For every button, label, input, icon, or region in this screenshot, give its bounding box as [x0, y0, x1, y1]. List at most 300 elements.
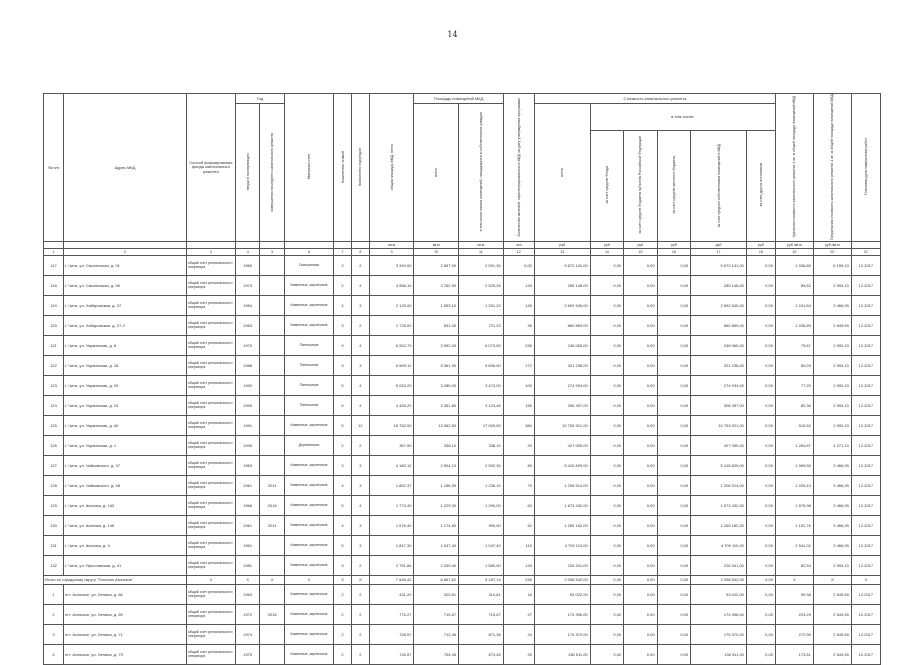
cell-fl: 9	[334, 335, 352, 355]
cell-sc: 915,52	[775, 415, 813, 435]
cell-addr: г. Чита, ул. Ярославская, д. 41	[64, 555, 187, 575]
cell-cb: 0,00	[624, 395, 657, 415]
cell-fl: 5	[334, 495, 352, 515]
cell-ent: 4	[351, 395, 369, 415]
cell-fl: 3	[334, 455, 352, 475]
cell-ta: 18 782,00	[369, 415, 414, 435]
cell-form: общий счет регионального оператора	[186, 335, 235, 355]
cell-ta: 4 465,20	[369, 395, 414, 415]
cell-cx: 0,00	[746, 604, 775, 624]
cell-ao: 3 124,46	[459, 395, 504, 415]
cell-fl: 5	[334, 375, 352, 395]
table-row	[44, 275, 881, 295]
program-table-wrapper	[43, 93, 881, 665]
cell-res: 109	[503, 375, 534, 395]
cell-cl: 0,00	[657, 584, 690, 604]
cell-ta: 4 986,10	[369, 275, 414, 295]
cell-res: 79	[503, 475, 534, 495]
cell-form: общий счет регионального оператора	[186, 584, 235, 604]
cell-ta: 4 180,12	[369, 455, 414, 475]
cell-ent: 3	[351, 515, 369, 535]
cell-wall: Каменные, кирпичные	[285, 295, 334, 315]
cell-cf: 0,00	[590, 535, 623, 555]
cell-cl: 0,00	[657, 604, 690, 624]
cell-sc: 272,96	[775, 624, 813, 644]
unit-cell: руб	[590, 241, 623, 248]
cell-ct: 53 022,00	[534, 584, 590, 604]
cell-cb: 0,00	[624, 255, 657, 275]
cell-ao: 671,36	[459, 624, 504, 644]
unit-cell: кв.м	[459, 241, 504, 248]
cell-rep	[260, 315, 285, 335]
table-row	[44, 435, 881, 455]
cell-addr: г. Чита, ул. Украинская, д. 24	[64, 395, 187, 415]
cell-res: 35	[503, 315, 534, 335]
cell-form: общий счет регионального оператора	[186, 375, 235, 395]
table-row	[44, 375, 881, 395]
cell-ta: 6 569,12	[369, 355, 414, 375]
cell-cb: 0,00	[624, 315, 657, 335]
cell-ao: 1 290,00	[459, 495, 504, 515]
cell-cf: 0,00	[590, 375, 623, 395]
unit-cell: руб	[534, 241, 590, 248]
table-row	[44, 624, 881, 644]
cell-res: 18	[503, 584, 534, 604]
cell-dd: 12.2017	[851, 455, 880, 475]
header-address: Адрес МКД	[64, 94, 187, 242]
cell-co: 285 148,00	[691, 275, 747, 295]
cell-rep: 2016	[260, 495, 285, 515]
cell-fl: 2	[334, 644, 352, 664]
cell-wall: Каменные, кирпичные	[285, 644, 334, 664]
column-number-cell: 16	[657, 248, 690, 255]
cell-form: общий счет регионального оператора	[186, 624, 235, 644]
subtotal-cell-c8: X	[351, 575, 369, 584]
cell-addr: пгт. Агинское, ул. Ленина, д. 69	[64, 604, 187, 624]
cell-no: 129	[44, 495, 64, 515]
cell-aa: 320,61	[414, 584, 459, 604]
column-number-cell: 19	[775, 248, 813, 255]
column-number-cell: 6	[285, 248, 334, 255]
header-no: № п/п	[44, 94, 64, 242]
unit-cell: руб./кв.м	[775, 241, 813, 248]
cell-addr: г. Чита, ул. Чайковского, д. 48	[64, 475, 187, 495]
table-header	[44, 94, 881, 256]
cell-res: 52	[503, 515, 534, 535]
cell-sc: 173,51	[775, 644, 813, 664]
subtotal-cell-dd: X	[851, 575, 880, 584]
cell-ta: 2 125,00	[369, 295, 414, 315]
cell-cb: 0,00	[624, 624, 657, 644]
cell-sc: 82,54	[775, 555, 813, 575]
cell-cx: 0,00	[746, 455, 775, 475]
table-row	[44, 295, 881, 315]
cell-res: 384	[503, 415, 534, 435]
cell-ct: 10 753 921,00	[534, 415, 590, 435]
cell-ao: 2 591,30	[459, 255, 504, 275]
table-row	[44, 535, 881, 555]
cell-sc: 75,67	[775, 335, 813, 355]
cell-form: общий счет регионального оператора	[186, 644, 235, 664]
cell-lc: 3 466,95	[813, 295, 851, 315]
cell-dd: 12.2017	[851, 335, 880, 355]
cell-no: 1	[44, 584, 64, 604]
cell-ent: 4	[351, 275, 369, 295]
cell-aa: 712,46	[414, 624, 459, 644]
cell-sc: 77,20	[775, 375, 813, 395]
unit-cell	[260, 241, 285, 248]
cell-ct: 175 370,00	[534, 624, 590, 644]
cell-ct: 136 511,00	[534, 644, 590, 664]
cell-wall: Каменные, кирпичные	[285, 415, 334, 435]
cell-sc: 85,62	[775, 275, 813, 295]
cell-rep	[260, 295, 285, 315]
cell-form: общий счет регионального оператора	[186, 555, 235, 575]
cell-cl: 0,00	[657, 255, 690, 275]
cell-ao: 1 236,10	[459, 475, 504, 495]
header-area-owned: в том числе жилых помещений, находящихся в собственности граждан	[459, 104, 504, 242]
cell-rep	[260, 535, 285, 555]
unit-cell: кв.м	[369, 241, 414, 248]
cell-dd: 12.2017	[851, 315, 880, 335]
cell-form: общий счет регионального оператора	[186, 415, 235, 435]
capital-repair-program-table	[43, 93, 881, 665]
cell-ao: 5 696,00	[459, 355, 504, 375]
column-number-cell: 20	[813, 248, 851, 255]
cell-fl: 2	[334, 624, 352, 644]
cell-wall: Каменные, кирпичные	[285, 624, 334, 644]
cell-cf: 0,00	[590, 395, 623, 415]
cell-aa: 1 229,30	[414, 495, 459, 515]
cell-cx: 0,00	[746, 535, 775, 555]
table-body	[44, 255, 881, 664]
column-number-cell: 4	[235, 248, 260, 255]
cell-ta: 3 349,00	[369, 255, 414, 275]
cell-ent: 3	[351, 475, 369, 495]
cell-no: 126	[44, 435, 64, 455]
cell-aa: 1 553,10	[414, 295, 459, 315]
cell-cf: 0,00	[590, 295, 623, 315]
cell-co: 860 859,00	[691, 315, 747, 335]
unit-cell	[235, 241, 260, 248]
cell-ent: 12	[351, 415, 369, 435]
cell-cb: 0,00	[624, 415, 657, 435]
cell-aa: 3 285,00	[414, 375, 459, 395]
cell-sc: 1 264,87	[775, 435, 813, 455]
cell-no: 128	[44, 475, 64, 495]
cell-ao: 715,67	[459, 604, 504, 624]
cell-cx: 0,00	[746, 335, 775, 355]
cell-dd: 12.2017	[851, 295, 880, 315]
unit-cell: руб	[691, 241, 747, 248]
header-deadline: Плановая дата завершения работ	[851, 94, 880, 242]
cell-form: общий счет регионального оператора	[186, 275, 235, 295]
column-number-cell: 8	[351, 248, 369, 255]
header-area-all: всего	[414, 104, 459, 242]
cell-year: 1966	[235, 495, 260, 515]
table-row	[44, 604, 881, 624]
cell-cb: 0,00	[624, 355, 657, 375]
cell-wall: Каменные, кирпичные	[285, 495, 334, 515]
subtotal-cell-co: 2 098 542,00	[691, 575, 747, 584]
column-number-cell: 15	[624, 248, 657, 255]
cell-rep	[260, 624, 285, 644]
cell-year: 1990	[235, 395, 260, 415]
cell-sc: 1 936,85	[775, 255, 813, 275]
column-number-cell: 10	[414, 248, 459, 255]
cell-fl: 4	[334, 295, 352, 315]
cell-year: 1992	[235, 375, 260, 395]
cell-ct: 246 065,00	[534, 335, 590, 355]
header-wall: Материал стен	[285, 94, 334, 242]
cell-ao: 338,10	[459, 435, 504, 455]
table-row	[44, 395, 881, 415]
cell-sc: 224,29	[775, 604, 813, 624]
header-federal: за счет средств бюджета субъекта Российской Федерации	[624, 130, 657, 241]
unit-cell	[351, 241, 369, 248]
cell-dd: 12.2017	[851, 495, 880, 515]
cell-lc: 6 159,10	[813, 255, 851, 275]
header-owners: за счет средств собственников помещений в МКД	[691, 130, 747, 241]
cell-ta: 776,27	[369, 604, 414, 624]
cell-form: общий счет регионального оператора	[186, 395, 235, 415]
cell-cf: 0,00	[590, 624, 623, 644]
column-number-cell: 14	[590, 248, 623, 255]
cell-cf: 0,00	[590, 435, 623, 455]
cell-wall: Каменные, кирпичные	[285, 475, 334, 495]
header-residents: Количество жителей, зарегистрированных в МКД на дату утверждения программы	[503, 94, 534, 242]
cell-addr: г. Чита, ул. Украинская, д. 8	[64, 335, 187, 355]
cell-res: 63	[503, 495, 534, 515]
cell-dd: 12.2017	[851, 604, 880, 624]
column-number-cell: 18	[746, 248, 775, 255]
cell-fl: 2	[334, 255, 352, 275]
cell-cx: 0,00	[746, 275, 775, 295]
cell-ct: 321 238,00	[534, 355, 590, 375]
cell-cx: 0,00	[746, 584, 775, 604]
cell-addr: пгт. Агинское, ул. Ленина, д. 66	[64, 584, 187, 604]
cell-rep: 2011	[260, 475, 285, 495]
cell-wall: Панельные	[285, 375, 334, 395]
header-group-cost: Стоимость капитального ремонта	[534, 94, 775, 104]
cell-co: 5 415 829,00	[691, 455, 747, 475]
cell-cf: 0,00	[590, 495, 623, 515]
cell-cl: 0,00	[657, 535, 690, 555]
cell-wall: Каменные, кирпичные	[285, 275, 334, 295]
cell-year: 1960	[235, 255, 260, 275]
cell-fl: 4	[334, 475, 352, 495]
header-other: за счет других источников	[746, 130, 775, 241]
header-fund: за счет средств Фонда	[590, 130, 623, 241]
cell-sc: 2 541,02	[775, 535, 813, 555]
cell-form: общий счет регионального оператора	[186, 355, 235, 375]
cell-fl: 3	[334, 315, 352, 335]
header-local: за счет средств местного бюджета	[657, 130, 690, 241]
cell-dd: 12.2017	[851, 555, 880, 575]
cell-ct: 306 457,00	[534, 395, 590, 415]
cell-ent: 4	[351, 375, 369, 395]
cell-res: 20	[503, 435, 534, 455]
cell-lc: 2 549,65	[813, 624, 851, 644]
cell-sc: 99,38	[775, 584, 813, 604]
cell-res: 143	[503, 555, 534, 575]
cell-rep	[260, 255, 285, 275]
cell-co: 321 238,00	[691, 355, 747, 375]
cell-res: 24	[503, 624, 534, 644]
cell-form: общий счет регионального оператора	[186, 515, 235, 535]
table-row	[44, 335, 881, 355]
cell-cf: 0,00	[590, 604, 623, 624]
cell-lc: 2 590,10	[813, 275, 851, 295]
column-number-cell: 11	[459, 248, 504, 255]
cell-rep	[260, 584, 285, 604]
table-row	[44, 315, 881, 335]
cell-res: 126	[503, 295, 534, 315]
cell-rep	[260, 644, 285, 664]
unit-cell: руб	[746, 241, 775, 248]
cell-res: 25	[503, 644, 534, 664]
cell-wall: Каменные, кирпичные	[285, 535, 334, 555]
unit-cell: руб	[657, 241, 690, 248]
cell-res: 115	[503, 535, 534, 555]
cell-ent: 4	[351, 335, 369, 355]
cell-cf: 0,00	[590, 584, 623, 604]
cell-cf: 0,00	[590, 355, 623, 375]
cell-cf: 0,00	[590, 315, 623, 335]
cell-fl: 9	[334, 355, 352, 375]
subtotal-label: Итого по городскому округу "Поселок Агинское"	[44, 575, 187, 584]
cell-aa: 13 362,50	[414, 415, 459, 435]
cell-dd: 12.2017	[851, 535, 880, 555]
cell-ao: 721,20	[459, 315, 504, 335]
cell-cx: 0,00	[746, 644, 775, 664]
cell-rep	[260, 355, 285, 375]
cell-year: 1963	[235, 315, 260, 335]
cell-no: 4	[44, 644, 64, 664]
cell-aa: 2 857,00	[414, 255, 459, 275]
cell-cf: 0,00	[590, 475, 623, 495]
cell-form: общий счет регионального оператора	[186, 495, 235, 515]
cell-cx: 0,00	[746, 375, 775, 395]
cell-cb: 0,00	[624, 475, 657, 495]
column-number-cell: 5	[260, 248, 285, 255]
cell-rep	[260, 415, 285, 435]
cell-lc: 2 549,65	[813, 584, 851, 604]
table-row	[44, 355, 881, 375]
cell-co: 226 341,00	[691, 555, 747, 575]
cell-co: 1 265 162,00	[691, 515, 747, 535]
table-row	[44, 415, 881, 435]
cell-ct: 860 859,00	[534, 315, 590, 335]
table-row	[44, 584, 881, 604]
cell-aa: 715,67	[414, 604, 459, 624]
cell-cb: 0,00	[624, 375, 657, 395]
cell-no: 119	[44, 295, 64, 315]
cell-cx: 0,00	[746, 624, 775, 644]
header-formation: Способ формирования фонда капитального ремонта	[186, 94, 235, 242]
cell-cx: 0,00	[746, 415, 775, 435]
cell-cx: 0,00	[746, 255, 775, 275]
cell-co: 427 055,00	[691, 435, 747, 455]
cell-sc: 1 036,89	[775, 315, 813, 335]
cell-addr: г. Чита, ул. Чайковского, д. 37	[64, 455, 187, 475]
page-number: 14	[447, 30, 458, 39]
cell-sc: 1 025,43	[775, 475, 813, 495]
cell-addr: г. Чита, ул. Украинская, д. 1	[64, 435, 187, 455]
cell-wall: Панельные	[285, 395, 334, 415]
cell-wall: Каменные, кирпичные	[285, 515, 334, 535]
cell-no: 121	[44, 335, 64, 355]
cell-cl: 0,00	[657, 295, 690, 315]
cell-aa: 338,10	[414, 435, 459, 455]
cell-cl: 0,00	[657, 355, 690, 375]
cell-res: 0,00	[503, 255, 534, 275]
cell-rep	[260, 395, 285, 415]
cell-ent: 3	[351, 355, 369, 375]
cell-sc: 1 241,64	[775, 295, 813, 315]
cell-no: 118	[44, 275, 64, 295]
cell-lc: 3 466,95	[813, 515, 851, 535]
cell-cx: 0,00	[746, 435, 775, 455]
column-number-cell: 3	[186, 248, 235, 255]
cell-fl: 2	[334, 604, 352, 624]
cell-cf: 0,00	[590, 515, 623, 535]
cell-lc: 2 590,10	[813, 335, 851, 355]
column-number-cell: 12	[503, 248, 534, 255]
unit-cell: руб./кв.м	[813, 241, 851, 248]
cell-ent: 2	[351, 644, 369, 664]
subtotal-row	[44, 575, 881, 584]
cell-sc: 1 969,55	[775, 455, 813, 475]
cell-cb: 0,00	[624, 515, 657, 535]
units-row	[44, 241, 881, 248]
cell-co: 306 457,00	[691, 395, 747, 415]
cell-fl: 9	[334, 555, 352, 575]
cell-year: 1961	[235, 515, 260, 535]
cell-ent: 2	[351, 624, 369, 644]
table-row	[44, 255, 881, 275]
cell-no: 130	[44, 515, 64, 535]
unit-cell	[334, 241, 352, 248]
cell-wall: Каменные, кирпичные	[285, 455, 334, 475]
cell-year: 1974	[235, 624, 260, 644]
cell-ent: 2	[351, 584, 369, 604]
cell-ent: 3	[351, 295, 369, 315]
cell-cb: 0,00	[624, 455, 657, 475]
cell-addr: г. Чита, ул. Хабаровская, д. 37	[64, 295, 187, 315]
cell-year: 1973	[235, 275, 260, 295]
cell-co: 1 673 432,00	[691, 495, 747, 515]
cell-co: 136 511,00	[691, 644, 747, 664]
cell-ao: 990,00	[459, 515, 504, 535]
table-row	[44, 555, 881, 575]
cell-lc: 2 549,65	[813, 315, 851, 335]
cell-rep	[260, 335, 285, 355]
cell-addr: г. Чита, ул. Смоленская, д. 91	[64, 255, 187, 275]
cell-ent: 3	[351, 455, 369, 475]
cell-addr: г. Чита, ул. Хабаровская, д. 27-3	[64, 315, 187, 335]
cell-year: 1975	[235, 644, 260, 664]
cell-dd: 12.2017	[851, 275, 880, 295]
cell-ta: 367,90	[369, 435, 414, 455]
cell-ao: 1 047,40	[459, 535, 504, 555]
cell-cf: 0,00	[590, 255, 623, 275]
cell-aa: 2 904,10	[414, 455, 459, 475]
cell-res: 27	[503, 604, 534, 624]
cell-ent: 2	[351, 315, 369, 335]
cell-sc: 60,03	[775, 355, 813, 375]
cell-cl: 0,00	[657, 555, 690, 575]
